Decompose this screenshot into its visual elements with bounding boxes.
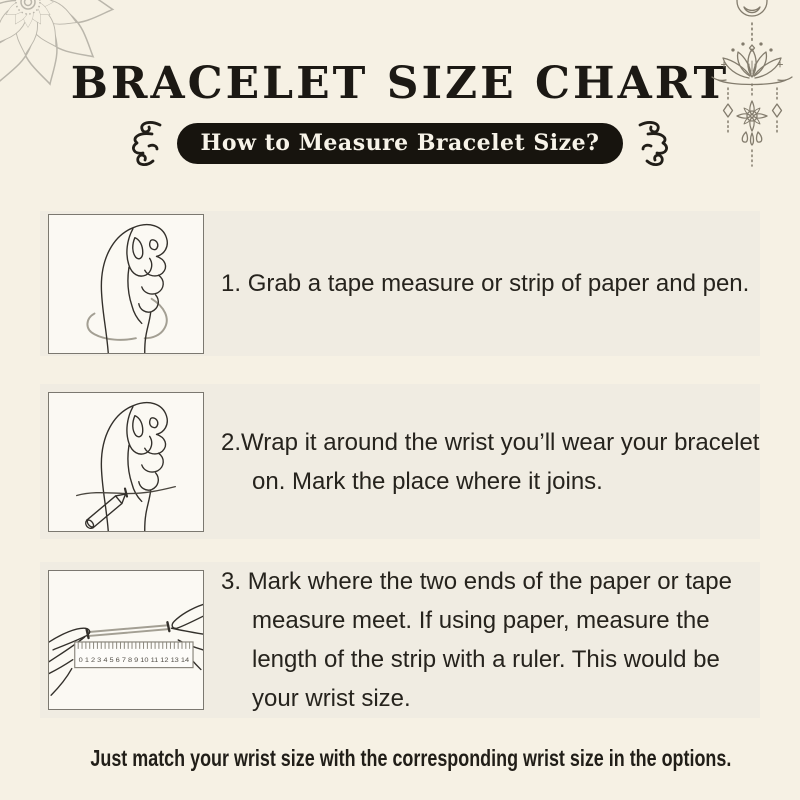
step-row-1 (40, 211, 760, 356)
page-title: BRACELET SIZE CHART (70, 58, 730, 109)
step1-instruction: Grab a tape measure or strip of paper and pen. (247, 270, 750, 297)
step3-illustration-ruler (48, 570, 204, 710)
step1-number: 1. (221, 270, 248, 297)
step1-illustration-fist-tape (48, 214, 204, 354)
flourish-right-icon (635, 119, 673, 167)
step2-text (221, 423, 760, 501)
footer-note (0, 743, 800, 773)
step-row-2 (40, 384, 760, 539)
step2-illustration-fist-pen (48, 392, 204, 532)
lotus-ornament-icon (700, 0, 800, 205)
step3-text (221, 562, 760, 718)
step1-text (221, 264, 760, 303)
step-row-3 (40, 562, 760, 718)
step3-number: 3. (221, 568, 248, 595)
step2-number: 2. (221, 428, 242, 456)
footer-note-text: Just match your wrist size with the corresponding wrist size in the options. (90, 745, 732, 771)
subtitle-badge: How to Measure Bracelet Size? (177, 123, 624, 164)
ruler-numbers: 0 1 2 3 4 5 6 7 8 9 10 11 12 13 14 (78, 657, 190, 665)
mandala-icon (0, 0, 150, 150)
step3-instruction: Mark where the two ends of the paper or tape measure meet. If using paper, measure the length of the strip with a ruler. This would be your wrist size. (247, 568, 732, 712)
step2-instruction: Wrap it around the wrist you’ll wear your bracelet on. Mark the place where it joins. (241, 428, 760, 495)
